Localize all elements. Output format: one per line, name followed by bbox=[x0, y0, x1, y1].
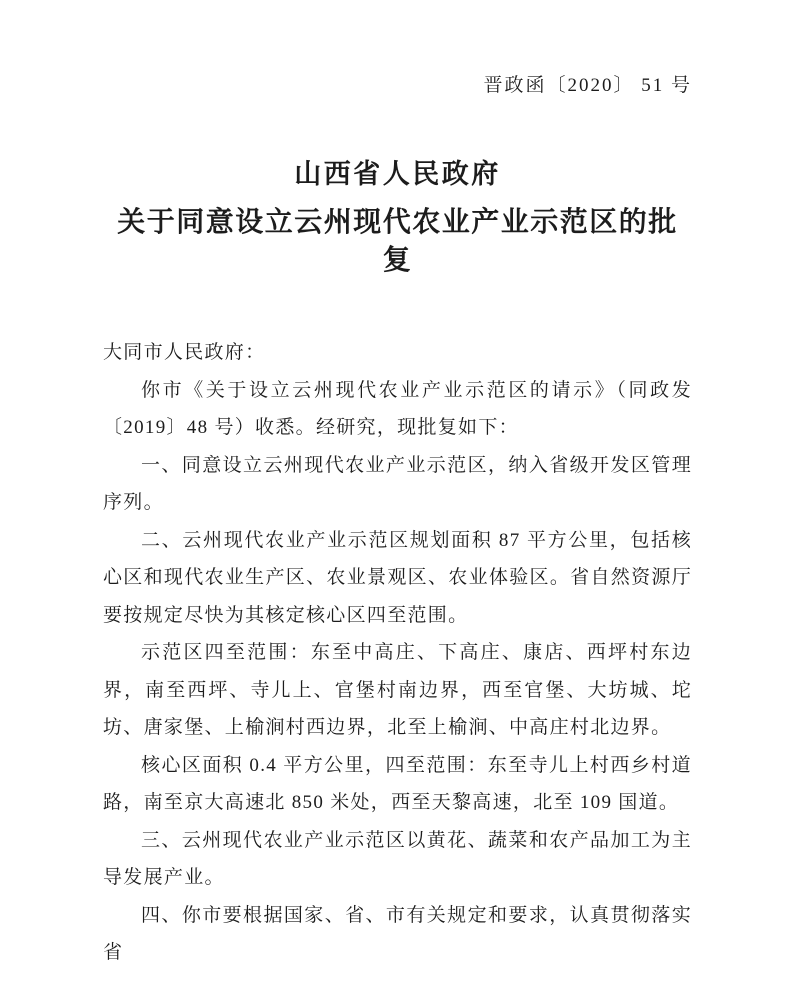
document-body bbox=[103, 334, 692, 972]
paragraph-item-1: 一、同意设立云州现代农业产业示范区，纳入省级开发区管理序列。 bbox=[103, 454, 692, 513]
paragraph-item-4-continued: 四、你市要根据国家、省、市有关规定和要求，认真贯彻落实省 bbox=[103, 904, 692, 963]
paragraph-intro: 你市《关于设立云州现代农业产业示范区的请示》（同政发〔2019〕48 号）收悉。经研究，现批复如下： bbox=[103, 379, 692, 438]
paragraph-boundary-range: 示范区四至范围：东至中高庄、下高庄、康店、西坪村东边界，南至西坪、寺儿上、官堡村南边界，西至官堡、大坊城、坨坊、唐家堡、上榆涧村西边界，北至上榆涧、中高庄村北边界。 bbox=[103, 642, 692, 738]
paragraph-item-3: 三、云州现代农业产业示范区以黄花、蔬菜和农产品加工为主导发展产业。 bbox=[103, 829, 692, 888]
issuing-authority-title: 山西省人民政府 bbox=[294, 159, 501, 189]
doc-reference-number: 晋政函〔2020〕 51 号 bbox=[483, 75, 692, 96]
paragraph-core-area: 核心区面积 0.4 平方公里，四至范围：东至寺儿上村西乡村道路，南至京大高速北 850 米处，西至天黎高速，北至 109 国道。 bbox=[103, 754, 692, 813]
document-title-block bbox=[103, 156, 692, 280]
paragraph-item-2: 二、云州现代农业产业示范区规划面积 87 平方公里，包括核心区和现代农业生产区、农业景观区、农业体验区。省自然资源厅要按规定尽快为其核定核心区四至范围。 bbox=[103, 529, 692, 626]
document-title: 关于同意设立云州现代农业产业示范区的批复 bbox=[117, 207, 678, 276]
salutation: 大同市人民政府： bbox=[103, 342, 266, 363]
